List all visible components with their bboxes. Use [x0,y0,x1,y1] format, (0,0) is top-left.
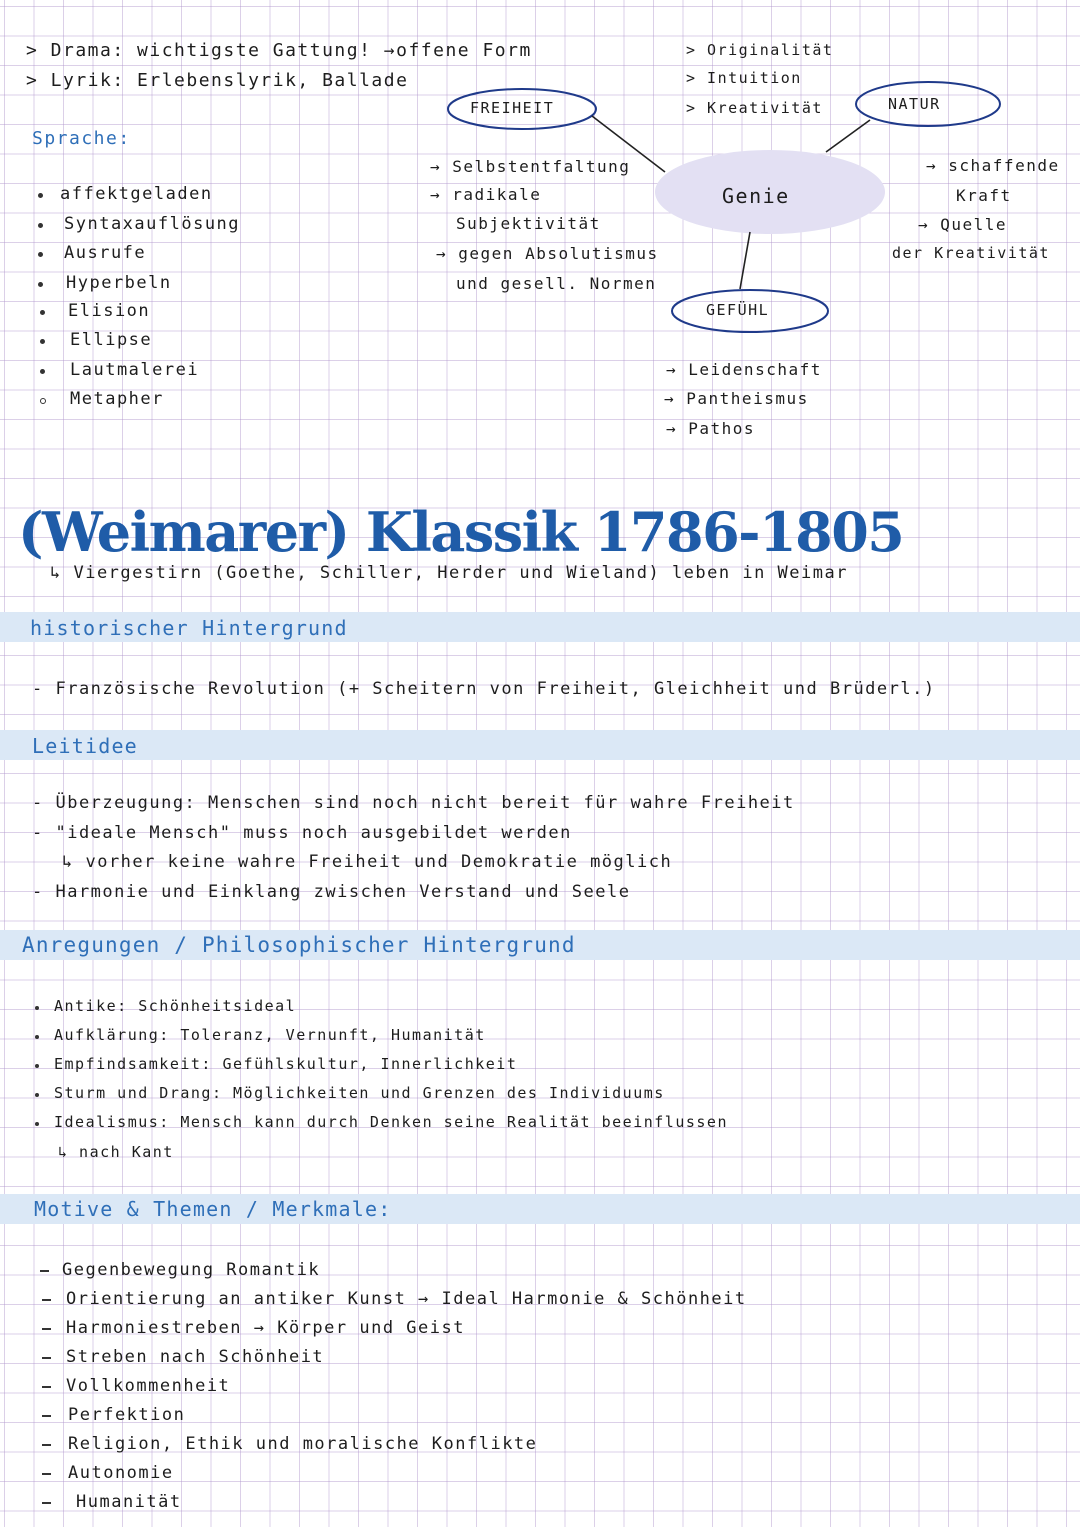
leitidee-line: - Harmonie und Einklang zwischen Verstand und Seele [32,882,631,902]
freiheit-item: → Selbstentfaltung [430,157,631,176]
gefuehl-label: GEFÜHL [706,301,770,319]
list-item: Syntaxauflösung [64,214,241,234]
freiheit-label: FREIHEIT [470,99,555,117]
list-item: affektgeladen [60,184,213,204]
list-item: Idealismus: Mensch kann durch Denken seine Realität beeinflussen [54,1113,728,1131]
mindmap-diagram [0,0,1080,470]
list-item: Metapher [70,389,164,409]
freiheit-item: → gegen Absolutismus [436,244,659,263]
list-item: Streben nach Schönheit [66,1347,325,1367]
list-item: Autonomie [68,1463,174,1483]
heading-band [0,930,1080,960]
dash-icon [42,1444,51,1446]
genie-trait: > Kreativität [686,99,823,117]
list-item: Orientierung an antiker Kunst → Ideal Harmonie & Schönheit [66,1289,747,1309]
list-item: Antike: Schönheitsideal [54,997,297,1015]
leitidee-line: ↳ vorher keine wahre Freiheit und Demokratie möglich [62,852,673,872]
motive-heading: Motive & Themen / Merkmale: [34,1197,392,1221]
dash-icon [42,1357,51,1359]
natur-label: NATUR [888,95,941,113]
natur-item: Kraft [956,186,1012,205]
dash-icon [42,1415,51,1417]
leitidee-line: - "ideale Mensch" muss noch ausgebildet werden [32,823,572,843]
genie-trait: > Originalität [686,41,834,59]
dash-icon [42,1299,51,1301]
bullet-icon [35,1093,39,1097]
list-item: Ellipse [70,330,153,350]
heading-band [0,1194,1080,1224]
dash-icon [42,1386,51,1388]
list-item: Sturm und Drang: Möglichkeiten und Grenzen des Individuums [54,1084,665,1102]
heading-band [0,612,1080,642]
genie-label: Genie [722,184,790,208]
list-item: Harmoniestreben → Körper und Geist [66,1318,465,1338]
list-item: Empfindsamkeit: Gefühlskultur, Innerlichkeit [54,1055,518,1073]
leitidee-heading: Leitidee [32,734,138,758]
drama-line: > Drama: wichtigste Gattung! →offene Form [26,40,532,61]
bullet-icon [35,1064,39,1068]
list-item: Perfektion [68,1405,186,1425]
historisch-heading: historischer Hintergrund [30,616,348,640]
dash-icon [40,1270,49,1272]
list-item: Gegenbewegung Romantik [62,1260,321,1280]
sprache-label: Sprache: [32,128,131,149]
lyrik-line: > Lyrik: Erlebenslyrik, Ballade [26,70,409,91]
list-item: Aufklärung: Toleranz, Vernunft, Humanität [54,1026,486,1044]
dash-icon [42,1502,51,1504]
viergestirn-line: ↳ Viergestirn (Goethe, Schiller, Herder und Wieland) leben in Weimar [50,563,848,583]
list-item: Ausrufe [64,243,147,263]
natur-item: → Quelle [918,215,1008,234]
bullet-icon [35,1006,39,1010]
bullet-icon [35,1035,39,1039]
natur-item: → schaffende [926,156,1060,175]
list-item: Religion, Ethik und moralische Konflikte [68,1434,538,1454]
dash-icon [42,1328,51,1330]
list-item: ↳ nach Kant [58,1143,174,1161]
heading-band [0,730,1080,760]
list-item: Humanität [76,1492,182,1512]
bullet-icon [35,1122,39,1126]
gefuehl-item: → Leidenschaft [666,360,822,379]
gefuehl-item: → Pathos [666,419,756,438]
freiheit-item: und gesell. Normen [456,274,657,293]
historisch-line: - Französische Revolution (+ Scheitern von Freiheit, Gleichheit und Brüderl.) [32,679,936,699]
genie-trait: > Intuition [686,69,802,87]
list-item: Lautmalerei [70,360,200,380]
freiheit-item: Subjektivität [456,214,601,233]
list-item: Hyperbeln [66,273,172,293]
connector-line [740,232,750,289]
page-title: (Weimarer) Klassik 1786-1805 [18,500,904,564]
connector-line [826,120,870,152]
gefuehl-item: → Pantheismus [664,389,809,408]
dash-icon [42,1473,51,1475]
list-item: Elision [68,301,151,321]
natur-item: der Kreativität [892,244,1050,262]
anregungen-heading: Anregungen / Philosophischer Hintergrund [22,933,576,957]
leitidee-line: - Überzeugung: Menschen sind noch nicht bereit für wahre Freiheit [32,793,795,813]
list-item: Vollkommenheit [66,1376,231,1396]
freiheit-item: → radikale [430,185,542,204]
